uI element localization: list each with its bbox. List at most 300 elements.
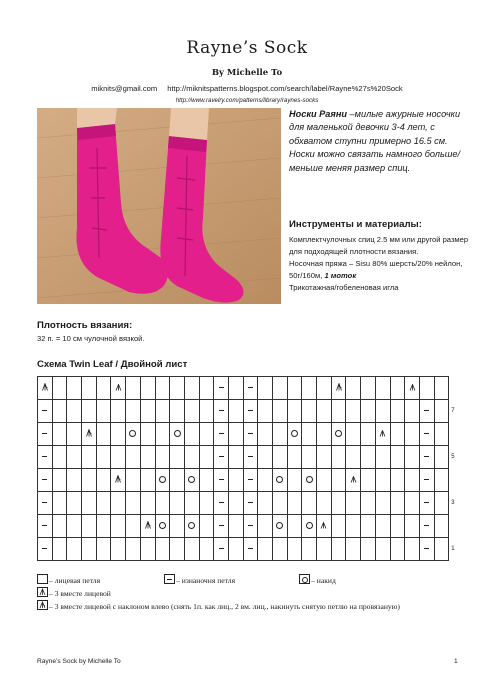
chart-cell xyxy=(346,492,361,515)
chart-cell xyxy=(52,400,67,423)
chart-cell xyxy=(214,469,229,492)
chart-cell xyxy=(199,469,214,492)
k3tog-left-symbol-icon xyxy=(335,386,343,393)
chart-cell xyxy=(287,469,302,492)
chart-cell xyxy=(375,377,390,400)
contact-line xyxy=(0,84,494,93)
chart-row-number xyxy=(449,469,466,492)
chart-cell xyxy=(273,377,288,400)
chart-row xyxy=(38,515,466,538)
chart-cell xyxy=(434,446,449,469)
k3tog-left-symbol-icon xyxy=(114,478,122,485)
yarn-over-symbol-icon xyxy=(276,522,283,529)
chart-cell xyxy=(302,515,317,538)
chart-cell xyxy=(228,538,243,561)
chart-cell xyxy=(38,423,53,446)
yarn-over-symbol-icon xyxy=(306,476,313,483)
chart-cell xyxy=(405,423,420,446)
chart-cell xyxy=(258,492,273,515)
yarn-over-symbol-icon xyxy=(129,430,136,437)
chart-cell xyxy=(96,423,111,446)
chart-cell xyxy=(67,446,82,469)
chart-cell xyxy=(331,515,346,538)
chart-cell xyxy=(126,538,141,561)
k2tog-symbol-icon xyxy=(320,524,327,531)
k2tog-symbol-icon xyxy=(350,478,357,485)
chart-cell xyxy=(419,515,434,538)
purl-symbol-icon xyxy=(424,548,429,549)
chart-cell xyxy=(52,469,67,492)
chart-cell xyxy=(52,538,67,561)
chart-cell xyxy=(184,446,199,469)
chart-cell xyxy=(126,492,141,515)
chart-cell xyxy=(184,400,199,423)
chart-cell xyxy=(273,469,288,492)
purl-symbol-icon xyxy=(424,502,429,503)
chart-cell xyxy=(82,515,97,538)
chart-cell xyxy=(302,400,317,423)
chart-cell xyxy=(140,515,155,538)
chart-row xyxy=(38,446,466,469)
yarn-over-symbol-icon xyxy=(335,430,342,437)
k3tog-left-symbol-icon xyxy=(37,600,48,610)
yarn-over-symbol-icon xyxy=(306,522,313,529)
chart-cell xyxy=(155,377,170,400)
stitch-chart xyxy=(37,376,466,561)
tools-list xyxy=(289,234,474,294)
chart-cell xyxy=(228,492,243,515)
chart-cell xyxy=(228,400,243,423)
chart-cell xyxy=(361,377,376,400)
yarn-over-symbol-icon xyxy=(291,430,298,437)
chart-cell xyxy=(361,538,376,561)
tools-needle-tool: Трикотажная/гобеленовая игла xyxy=(289,283,399,293)
legend-k3tog-left: – 3 вместе лицевой с наклоном влево (снять 1п. как лиц., 2 вм. лиц., накинуть снятую петлю на провязаную) xyxy=(49,601,400,611)
chart-cell xyxy=(155,492,170,515)
chart-cell xyxy=(405,515,420,538)
chart-cell xyxy=(228,377,243,400)
chart-cell xyxy=(52,423,67,446)
chart-cell xyxy=(287,377,302,400)
chart-cell xyxy=(287,446,302,469)
chart-cell xyxy=(52,515,67,538)
chart-cell xyxy=(317,446,332,469)
chart-cell xyxy=(346,469,361,492)
chart-cell xyxy=(302,377,317,400)
k2tog-symbol-icon xyxy=(379,432,386,439)
purl-symbol-icon xyxy=(248,456,253,457)
chart-cell xyxy=(346,400,361,423)
purl-symbol-icon xyxy=(424,433,429,434)
chart-cell xyxy=(82,377,97,400)
chart-cell xyxy=(228,515,243,538)
chart-cell xyxy=(346,446,361,469)
chart-cell xyxy=(331,400,346,423)
purl-symbol-icon xyxy=(219,433,224,434)
chart-cell xyxy=(302,538,317,561)
chart-cell xyxy=(361,469,376,492)
chart-cell xyxy=(199,400,214,423)
chart-cell xyxy=(419,538,434,561)
chart-cell xyxy=(126,446,141,469)
chart-cell xyxy=(405,538,420,561)
chart-cell xyxy=(52,377,67,400)
chart-cell xyxy=(184,469,199,492)
chart-cell xyxy=(214,377,229,400)
purl-symbol-icon xyxy=(424,456,429,457)
purl-symbol-icon xyxy=(219,548,224,549)
chart-cell xyxy=(405,469,420,492)
purl-symbol-icon xyxy=(248,410,253,411)
chart-cell xyxy=(287,538,302,561)
chart-cell xyxy=(302,492,317,515)
chart-cell xyxy=(434,400,449,423)
purl-symbol-icon xyxy=(219,387,224,388)
chart-heading: Схема Twin Leaf / Двойной лист xyxy=(37,359,188,370)
k2tog-symbol-icon xyxy=(409,386,416,393)
chart-cell xyxy=(243,446,258,469)
chart-cell xyxy=(243,423,258,446)
pattern-title: Rayne’s Sock xyxy=(186,38,308,58)
k3tog-left-symbol-icon xyxy=(41,386,49,393)
chart-row-number: 5 xyxy=(451,454,455,460)
chart-cell xyxy=(140,400,155,423)
chart-cell xyxy=(273,515,288,538)
chart-cell xyxy=(126,377,141,400)
chart-legend xyxy=(37,574,477,612)
chart-cell xyxy=(52,492,67,515)
chart-cell xyxy=(184,377,199,400)
chart-cell xyxy=(405,446,420,469)
chart-cell xyxy=(140,423,155,446)
chart-cell xyxy=(375,446,390,469)
chart-cell xyxy=(38,446,53,469)
chart-cell xyxy=(434,469,449,492)
chart-cell xyxy=(258,446,273,469)
chart-cell xyxy=(111,400,126,423)
footer-title: Rayne’s Sock by Michelle To xyxy=(37,658,121,665)
chart-cell xyxy=(228,423,243,446)
legend-yo: – накид xyxy=(311,576,336,585)
chart-cell xyxy=(184,538,199,561)
chart-cell xyxy=(155,423,170,446)
k3tog-left-symbol-icon xyxy=(144,524,152,531)
chart-cell xyxy=(419,423,434,446)
chart-cell xyxy=(317,538,332,561)
purl-symbol-icon xyxy=(219,525,224,526)
chart-cell xyxy=(96,469,111,492)
purl-symbol-icon xyxy=(42,433,47,434)
chart-cell xyxy=(199,377,214,400)
chart-cell xyxy=(258,469,273,492)
chart-row-number: 1 xyxy=(451,546,455,552)
gauge-text: 32 п. = 10 см чулочной вязкой. xyxy=(37,334,145,343)
chart-row xyxy=(38,492,466,515)
chart-cell xyxy=(243,538,258,561)
purl-symbol-icon xyxy=(42,410,47,411)
purl-symbol-icon xyxy=(248,433,253,434)
chart-cell xyxy=(361,423,376,446)
chart-cell xyxy=(82,423,97,446)
chart-cell xyxy=(67,400,82,423)
yarn-over-symbol-icon xyxy=(299,574,310,584)
tools-yarn-text: Носочная пряжа – Sisu 80% шерсть/20% нейлон, 50г/160м, xyxy=(289,259,463,281)
legend-k2tog: – 3 вместе лицевой xyxy=(49,588,111,598)
purl-symbol-icon xyxy=(219,502,224,503)
purl-symbol-icon xyxy=(219,410,224,411)
purl-symbol-icon xyxy=(164,574,175,584)
chart-cell xyxy=(82,400,97,423)
chart-cell xyxy=(170,446,185,469)
chart-cell xyxy=(243,492,258,515)
chart-cell xyxy=(434,423,449,446)
chart-cell xyxy=(228,469,243,492)
chart-cell xyxy=(346,538,361,561)
legend-knit: – лицевая петля xyxy=(49,576,101,585)
chart-cell xyxy=(96,400,111,423)
chart-cell xyxy=(155,538,170,561)
chart-cell xyxy=(214,400,229,423)
chart-row-number xyxy=(449,423,466,446)
chart-cell xyxy=(67,515,82,538)
chart-cell xyxy=(375,492,390,515)
chart-cell xyxy=(273,423,288,446)
purl-symbol-icon xyxy=(248,548,253,549)
chart-cell xyxy=(346,423,361,446)
chart-cell xyxy=(390,538,405,561)
tools-yarn-amount: 1 моток xyxy=(324,271,357,281)
chart-cell xyxy=(111,446,126,469)
chart-cell xyxy=(140,538,155,561)
purl-symbol-icon xyxy=(248,479,253,480)
yarn-over-symbol-icon xyxy=(188,522,195,529)
chart-cell xyxy=(155,469,170,492)
chart-row-number: 7 xyxy=(451,408,455,414)
chart-cell xyxy=(317,400,332,423)
chart-cell xyxy=(302,446,317,469)
chart-cell xyxy=(258,515,273,538)
chart-cell xyxy=(155,446,170,469)
chart-cell xyxy=(199,492,214,515)
chart-cell xyxy=(82,469,97,492)
chart-cell xyxy=(67,469,82,492)
chart-cell xyxy=(434,377,449,400)
purl-symbol-icon xyxy=(42,479,47,480)
description-lead: Носки Раяни xyxy=(289,109,347,119)
socks-photo xyxy=(37,108,281,304)
chart-cell xyxy=(405,492,420,515)
chart-row xyxy=(38,377,466,400)
purl-symbol-icon xyxy=(424,479,429,480)
gauge-heading: Плотность вязания: xyxy=(37,320,133,331)
chart-cell xyxy=(258,538,273,561)
chart-row xyxy=(38,400,466,423)
chart-cell xyxy=(170,400,185,423)
k3tog-left-symbol-icon xyxy=(85,432,93,439)
chart-cell xyxy=(228,446,243,469)
yarn-over-symbol-icon xyxy=(174,430,181,437)
pattern-description xyxy=(289,108,469,175)
yarn-over-symbol-icon xyxy=(276,476,283,483)
blog-link[interactable]: http://miknitspatterns.blogspot.com/search/label/Rayne%27s%20Sock xyxy=(167,84,403,93)
chart-row-number xyxy=(449,515,466,538)
chart-cell xyxy=(375,515,390,538)
chart-cell xyxy=(331,469,346,492)
chart-cell xyxy=(38,377,53,400)
tools-needles: Комплектчулочных спиц 2.5 мм или другой размер для подходящей плотности вязания. xyxy=(289,235,469,257)
chart-cell xyxy=(170,515,185,538)
chart-cell xyxy=(243,400,258,423)
purl-symbol-icon xyxy=(424,525,429,526)
ravelry-link[interactable]: http://www.ravelry.com/patterns/library/raynes-socks xyxy=(175,97,319,104)
chart-cell xyxy=(361,515,376,538)
chart-cell xyxy=(52,446,67,469)
chart-cell xyxy=(199,446,214,469)
chart-cell xyxy=(434,492,449,515)
chart-cell xyxy=(243,469,258,492)
chart-cell xyxy=(419,492,434,515)
yarn-over-symbol-icon xyxy=(159,476,166,483)
chart-cell xyxy=(111,515,126,538)
purl-symbol-icon xyxy=(219,456,224,457)
chart-cell xyxy=(155,515,170,538)
chart-cell xyxy=(390,515,405,538)
legend-line-3 xyxy=(37,600,477,613)
chart-cell xyxy=(287,400,302,423)
chart-cell xyxy=(155,400,170,423)
tools-yarn xyxy=(289,258,474,282)
chart-cell xyxy=(317,377,332,400)
chart-cell xyxy=(375,423,390,446)
k2tog-symbol-icon xyxy=(37,587,48,597)
chart-cell xyxy=(346,377,361,400)
author-byline: By Michelle To xyxy=(211,68,283,78)
chart-cell xyxy=(258,400,273,423)
chart-cell xyxy=(287,423,302,446)
chart-cell xyxy=(287,515,302,538)
chart-cell xyxy=(346,515,361,538)
tools-heading: Инструменты и материалы: xyxy=(289,219,422,230)
chart-cell xyxy=(317,515,332,538)
purl-symbol-icon xyxy=(42,525,47,526)
chart-cell xyxy=(126,515,141,538)
purl-symbol-icon xyxy=(248,525,253,526)
email-link[interactable]: miknits@gmail.com xyxy=(91,84,158,93)
chart-cell xyxy=(419,377,434,400)
chart-cell xyxy=(96,515,111,538)
chart-cell xyxy=(390,469,405,492)
chart-cell xyxy=(96,492,111,515)
chart-cell xyxy=(67,538,82,561)
chart-cell xyxy=(258,423,273,446)
chart-cell xyxy=(184,492,199,515)
knit-symbol-icon xyxy=(37,574,48,584)
chart-cell xyxy=(375,400,390,423)
chart-cell xyxy=(184,515,199,538)
chart-cell xyxy=(258,377,273,400)
chart-cell xyxy=(434,538,449,561)
chart-cell xyxy=(111,538,126,561)
chart-row xyxy=(38,423,466,446)
legend-line-1 xyxy=(37,574,477,587)
chart-cell xyxy=(126,469,141,492)
legend-purl: – изнаночня петля xyxy=(176,576,236,585)
chart-cell xyxy=(140,492,155,515)
chart-cell xyxy=(405,400,420,423)
chart-cell xyxy=(405,377,420,400)
chart-cell xyxy=(214,423,229,446)
chart-cell xyxy=(140,446,155,469)
chart-cell xyxy=(390,400,405,423)
chart-cell xyxy=(331,538,346,561)
chart-cell xyxy=(67,423,82,446)
chart-cell xyxy=(38,400,53,423)
purl-symbol-icon xyxy=(248,387,253,388)
chart-cell xyxy=(170,377,185,400)
purl-symbol-icon xyxy=(248,502,253,503)
chart-cell xyxy=(214,492,229,515)
chart-cell xyxy=(170,538,185,561)
chart-cell xyxy=(184,423,199,446)
chart-cell xyxy=(287,492,302,515)
chart-cell xyxy=(126,423,141,446)
chart-cell xyxy=(375,469,390,492)
chart-cell xyxy=(273,400,288,423)
chart-cell xyxy=(111,423,126,446)
chart-cell xyxy=(419,400,434,423)
purl-symbol-icon xyxy=(42,456,47,457)
chart-cell xyxy=(302,469,317,492)
chart-cell xyxy=(96,446,111,469)
chart-cell xyxy=(96,538,111,561)
chart-cell xyxy=(82,446,97,469)
chart-cell xyxy=(317,492,332,515)
chart-cell xyxy=(375,538,390,561)
chart-cell xyxy=(390,492,405,515)
k2tog-symbol-icon xyxy=(115,386,122,393)
chart-cell xyxy=(419,469,434,492)
chart-cell xyxy=(434,515,449,538)
chart-cell xyxy=(273,446,288,469)
chart-cell xyxy=(243,377,258,400)
chart-cell xyxy=(214,538,229,561)
chart-row-number: 3 xyxy=(451,500,455,506)
chart-cell xyxy=(38,515,53,538)
chart-cell xyxy=(317,469,332,492)
chart-cell xyxy=(390,377,405,400)
description-text: –милые ажурные носочки для маленькой девочки 3-4 лет, с обхватом ступни примерно 16.5 см. Носки можно связать намного больше/меньше меняя размер спиц. xyxy=(289,109,461,173)
chart-cell xyxy=(419,446,434,469)
chart-cell xyxy=(38,492,53,515)
chart-cell xyxy=(38,538,53,561)
yarn-over-symbol-icon xyxy=(159,522,166,529)
chart-cell xyxy=(199,515,214,538)
chart-cell xyxy=(390,423,405,446)
chart-cell xyxy=(96,377,111,400)
purl-symbol-icon xyxy=(42,502,47,503)
chart-cell xyxy=(243,515,258,538)
yarn-over-symbol-icon xyxy=(188,476,195,483)
chart-cell xyxy=(199,538,214,561)
purl-symbol-icon xyxy=(424,410,429,411)
chart-cell xyxy=(214,446,229,469)
chart-cell xyxy=(111,469,126,492)
chart-cell xyxy=(82,492,97,515)
chart-cell xyxy=(390,446,405,469)
page-number: 1 xyxy=(454,658,458,665)
chart-cell xyxy=(331,492,346,515)
chart-cell xyxy=(273,492,288,515)
